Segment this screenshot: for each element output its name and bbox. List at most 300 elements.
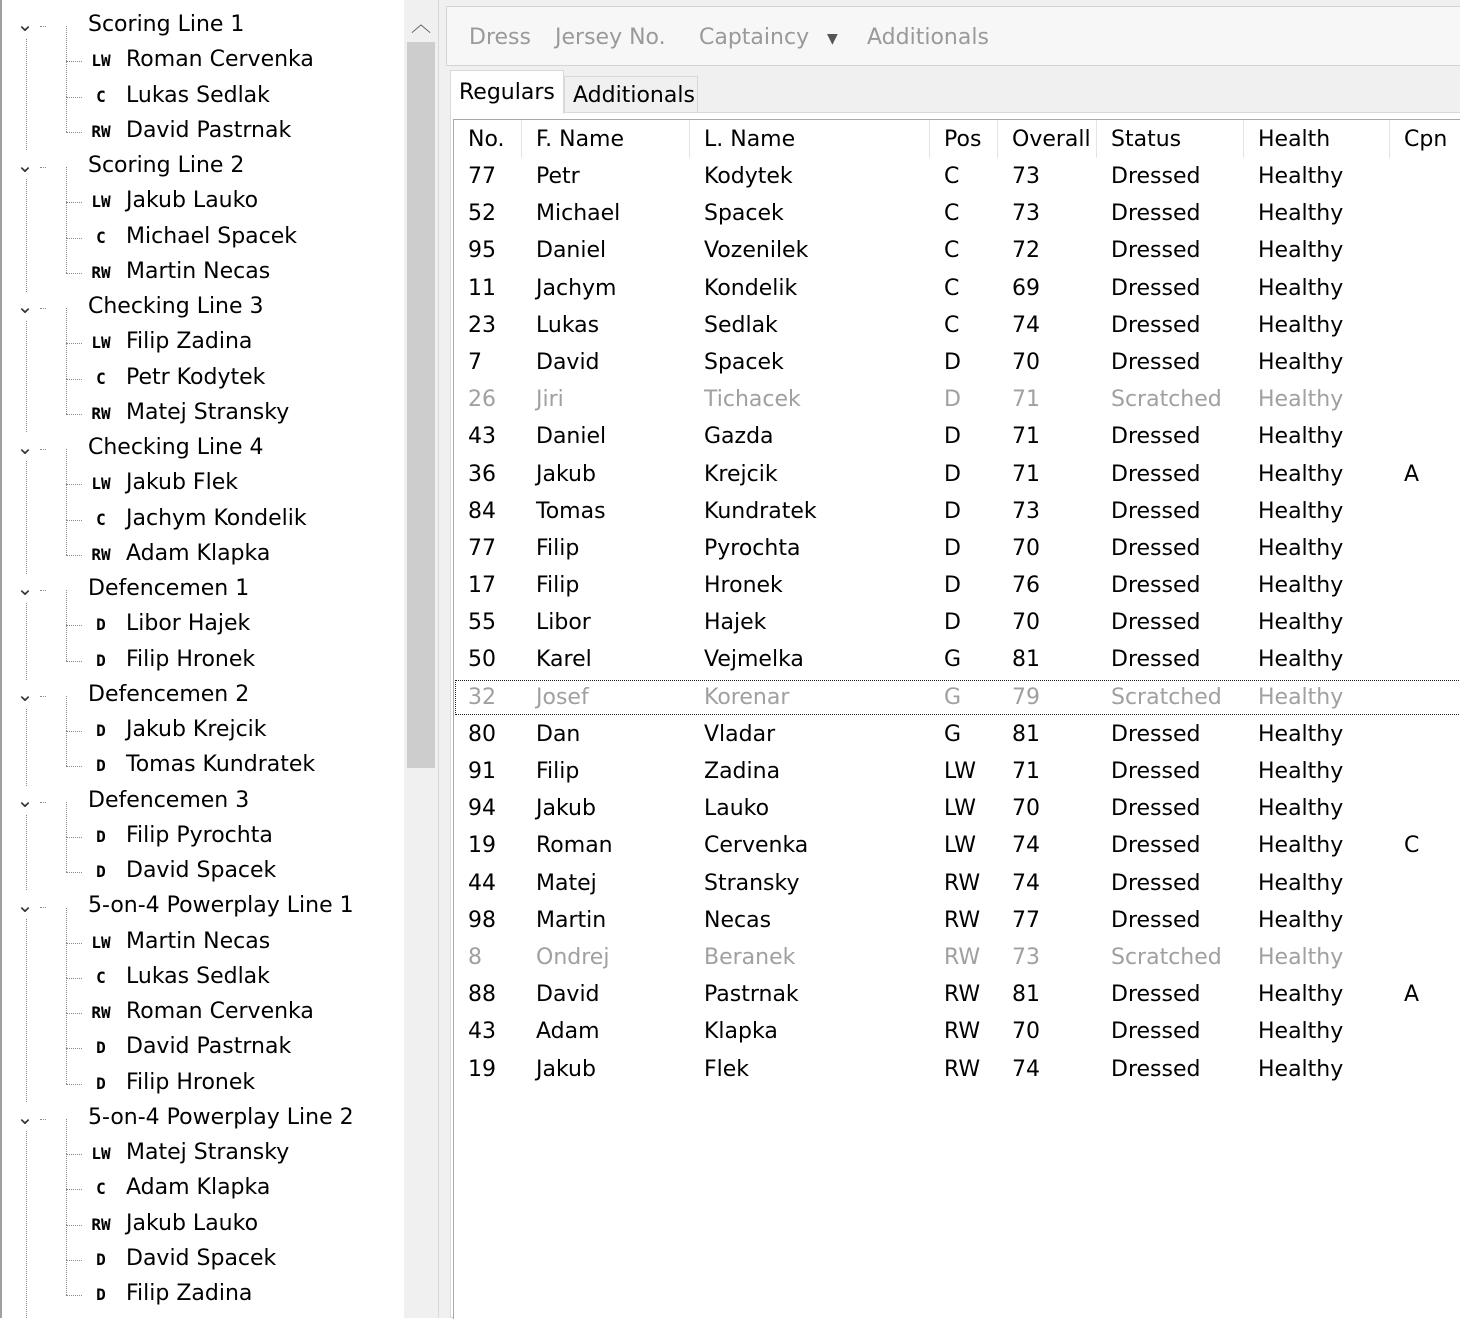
cell-last-name: Flek [704,1056,750,1082]
cell-no: 77 [468,535,496,561]
chevron-down-icon[interactable]: ⌄ [14,151,36,179]
tree-connector [40,449,46,450]
player-name: David Spacek [126,1245,277,1271]
cell-first-name: Jiri [536,387,564,413]
player-name: Libor Hajek [126,611,251,637]
cell-overall: 70 [1012,1019,1040,1045]
tree-connector [66,802,67,837]
cell-health: Healthy [1258,573,1344,599]
cell-no: 52 [468,201,496,227]
cell-pos: D [944,349,961,375]
tree-player-item[interactable] [0,361,404,396]
player-name: Petr Kodytek [126,364,266,390]
cell-status: Dressed [1111,201,1201,227]
tree-connector [66,485,67,520]
tree-connector [66,62,67,97]
caret-down-icon[interactable]: ▼ [827,31,838,47]
cell-pos: RW [944,982,981,1008]
cell-pos: C [944,238,960,264]
tree-player-item[interactable] [0,1030,404,1065]
player-name: Matej Stransky [126,399,290,425]
table-row[interactable] [454,307,1460,344]
position-tag: D [82,748,120,784]
tree-group[interactable] [0,431,404,466]
table-row[interactable] [454,195,1460,232]
cell-no: 95 [468,238,496,264]
cell-status: Dressed [1111,535,1201,561]
cell-overall: 74 [1012,1056,1040,1082]
tree-connector [66,520,67,555]
cell-pos: D [944,535,961,561]
tree-connector [40,590,46,591]
cell-status: Dressed [1111,982,1201,1008]
position-tag: D [82,643,120,679]
cell-no: 88 [468,982,496,1008]
cell-health: Healthy [1258,796,1344,822]
cell-first-name: Lukas [536,312,600,338]
position-tag: RW [82,396,120,432]
position-tag: RW [82,1207,120,1243]
tree-group[interactable] [0,678,404,713]
position-tag: RW [82,114,120,150]
cell-overall: 71 [1012,387,1040,413]
tree-player-item[interactable] [0,466,404,501]
cell-overall: 72 [1012,238,1040,264]
grid-header [454,120,1460,158]
table-row[interactable] [454,902,1460,939]
position-tag: D [82,1030,120,1066]
cell-first-name: Petr [536,164,580,189]
cell-last-name: Sedlak [704,312,778,338]
cell-status: Scratched [1111,944,1222,970]
table-row[interactable] [454,865,1460,902]
cell-last-name: Gazda [704,424,774,450]
cell-first-name: Roman [536,833,613,859]
cell-overall: 81 [1012,721,1040,747]
cell-first-name: Daniel [536,238,607,264]
position-tag: C [82,220,120,256]
cell-health: Healthy [1258,1019,1344,1045]
table-row[interactable] [454,456,1460,493]
cell-pos: LW [944,759,976,784]
cell-no: 84 [468,498,496,524]
table-row[interactable] [454,753,1460,790]
tree-group-label: 5-on-4 Powerplay Line 1 [88,893,354,919]
roster-panel [444,0,1460,1318]
cell-no: 36 [468,461,496,487]
cell-first-name: Adam [536,1019,600,1045]
cell-overall: 73 [1012,498,1040,524]
chevron-up-icon[interactable]: ︿ [411,12,431,36]
tree-player-item[interactable] [0,960,404,995]
cell-status: Dressed [1111,907,1201,933]
cell-no: 11 [468,275,496,301]
cell-pos: RW [944,1019,981,1045]
roster-grid-frame [450,112,1460,1318]
tab-regulars[interactable]: Regulars [450,70,564,114]
cell-first-name: Dan [536,721,581,747]
cell-pos: RW [944,944,981,970]
cell-no: 91 [468,759,496,784]
tree-connector [66,696,67,731]
cell-overall: 70 [1012,610,1040,636]
tree-player-item[interactable] [0,643,404,678]
player-name: David Pastrnak [126,1034,292,1060]
cell-pos: D [944,387,961,413]
player-name: Filip Pyrochta [126,822,273,848]
chevron-down-icon[interactable]: ⌄ [14,433,36,461]
player-name: Jakub Lauko [126,1210,259,1236]
cell-status: Dressed [1111,573,1201,599]
player-name: Filip Hronek [126,1069,256,1095]
table-row[interactable] [454,827,1460,864]
cell-no: 55 [468,610,496,636]
cell-no: 23 [468,312,496,338]
cell-last-name: Vejmelka [704,647,804,673]
cell-first-name: Jakub [536,461,596,487]
table-row[interactable] [454,493,1460,530]
cell-last-name: Spacek [704,349,784,375]
table-row[interactable] [454,604,1460,641]
position-tag: D [82,1242,120,1278]
tree-connector [40,907,46,908]
tree-group-label: 5-on-4 Powerplay Line 2 [88,1104,354,1130]
cell-cpn: C [1404,833,1420,859]
chevron-down-icon[interactable]: ⌄ [14,786,36,814]
tree-player-item[interactable] [0,255,404,290]
cell-pos: C [944,312,960,338]
cell-health: Healthy [1258,535,1344,561]
cell-pos: LW [944,796,976,822]
chevron-down-icon[interactable]: ⌄ [14,292,36,320]
cell-overall: 74 [1012,833,1040,859]
tree-player-item[interactable] [0,325,404,360]
cell-health: Healthy [1258,349,1344,375]
grid-rows [454,158,1460,1088]
tab-strip [446,70,1460,114]
player-name: Filip Zadina [126,1281,253,1306]
tree-connector [66,97,67,132]
table-row[interactable] [454,344,1460,381]
cell-first-name: Matej [536,870,597,896]
cell-status: Dressed [1111,312,1201,338]
tree-player-item[interactable] [0,43,404,78]
tree-group[interactable] [0,290,404,325]
cell-first-name: Jakub [536,796,596,822]
tree-player-item[interactable] [0,79,404,114]
table-row[interactable] [454,939,1460,976]
cell-first-name: Libor [536,610,591,636]
tree-scrollbar-thumb[interactable] [407,42,435,768]
tree-scrollbar[interactable] [404,0,438,1318]
tree-player-item[interactable] [0,220,404,255]
cell-last-name: Vozenilek [704,238,809,264]
cell-no: 94 [468,796,496,822]
tree-connector [66,203,67,238]
cell-overall: 70 [1012,349,1040,375]
tree-group[interactable] [0,784,404,819]
cell-no: 50 [468,647,496,673]
cell-no: 43 [468,424,496,450]
position-tag: C [82,502,120,538]
tree-player-item[interactable] [0,114,404,149]
tree-connector [66,837,67,872]
player-name: Tomas Kundratek [126,752,316,778]
tree-player-item[interactable] [0,502,404,537]
cell-cpn: A [1404,461,1420,487]
lines-tree[interactable] [0,0,438,1318]
cell-health: Healthy [1258,312,1344,338]
tree-player-item[interactable] [0,1277,404,1312]
tree-group-label: Checking Line 3 [88,294,264,319]
cell-overall: 77 [1012,907,1040,933]
tree-player-item[interactable] [0,1242,404,1277]
tree-connector [66,978,67,1013]
player-name: David Spacek [126,858,277,883]
cell-first-name: Tomas [536,498,606,524]
tree-group-label: Defencemen 1 [88,576,250,601]
tree-group-label: Defencemen 3 [88,787,250,813]
position-tag: C [82,960,120,996]
roster-grid[interactable] [453,119,1460,1319]
cell-last-name: Lauko [704,796,770,822]
chevron-down-icon[interactable]: ⌄ [14,680,36,708]
cell-status: Dressed [1111,1056,1201,1082]
cell-last-name: Vladar [704,721,776,747]
player-name: Filip Hronek [126,646,256,672]
column-header-pos[interactable]: Pos [930,120,998,158]
tree-connector [66,167,67,202]
tree-group-label: Scoring Line 1 [88,12,245,37]
tree-connector [40,26,46,27]
table-row[interactable] [454,679,1460,716]
tree-connector [40,308,46,309]
cell-last-name: Beranek [704,944,796,970]
player-name: Michael Spacek [126,223,298,249]
tree-connector [40,167,46,168]
captaincy-button[interactable]: Captaincy [699,25,810,50]
player-name: Lukas Sedlak [126,82,270,108]
tree-player-item[interactable] [0,1136,404,1171]
column-header-last-name[interactable]: L. Name [690,120,930,158]
position-tag: D [82,1277,120,1313]
cell-health: Healthy [1258,275,1344,301]
cell-status: Dressed [1111,349,1201,375]
tree-player-item[interactable] [0,995,404,1030]
cell-last-name: Kondelik [704,275,798,301]
chevron-down-icon[interactable]: ⌄ [14,1103,36,1131]
column-header-overall[interactable]: Overall [998,120,1097,158]
table-row[interactable] [454,270,1460,307]
position-tag: RW [82,537,120,573]
table-row[interactable] [454,976,1460,1013]
cell-health: Healthy [1258,684,1344,710]
cell-first-name: Michael [536,201,621,227]
cell-health: Healthy [1258,721,1344,747]
tree-player-item[interactable] [0,1066,404,1101]
cell-overall: 79 [1012,684,1040,710]
tree-group[interactable] [0,8,404,43]
cell-pos: LW [944,833,976,859]
chevron-down-icon[interactable]: ⌄ [14,891,36,919]
cell-overall: 76 [1012,573,1040,599]
table-row[interactable] [454,641,1460,678]
cell-last-name: Krejcik [704,461,778,487]
cell-first-name: Filip [536,759,580,784]
cell-overall: 73 [1012,201,1040,227]
cell-health: Healthy [1258,238,1344,264]
table-row[interactable] [454,381,1460,418]
tree-player-item[interactable] [0,925,404,960]
cell-last-name: Necas [704,907,772,933]
cell-first-name: Daniel [536,424,607,450]
cell-pos: D [944,498,961,524]
table-row[interactable] [454,418,1460,455]
player-name: Jakub Krejcik [126,717,267,742]
cell-status: Dressed [1111,164,1201,189]
cell-overall: 71 [1012,461,1040,487]
column-header-status[interactable]: Status [1097,120,1244,158]
table-row[interactable] [454,1013,1460,1050]
tree-connector [66,908,67,943]
tree-player-item[interactable] [0,184,404,219]
tree-player-item[interactable] [0,854,404,889]
position-tag: LW [82,325,120,361]
position-tag: C [82,1171,120,1207]
cell-pos: G [944,684,962,710]
tab-additionals[interactable]: Additionals [564,76,698,114]
tree-connector [66,943,67,978]
position-tag: RW [82,995,120,1031]
cell-last-name: Zadina [704,759,781,784]
player-name: Jachym Kondelik [126,505,307,531]
cell-status: Dressed [1111,238,1201,264]
additionals-button[interactable]: Additionals [867,25,989,50]
cell-overall: 74 [1012,870,1040,896]
cell-overall: 81 [1012,982,1040,1008]
position-tag: LW [82,466,120,502]
chevron-down-icon[interactable]: ⌄ [14,10,36,38]
tree-connector [66,590,67,625]
cell-last-name: Spacek [704,201,784,227]
tree-player-item[interactable] [0,607,404,642]
cell-no: 7 [468,349,482,375]
cell-no: 77 [468,164,496,189]
tree-player-item[interactable] [0,396,404,431]
tree-connector [66,344,67,379]
column-header-health[interactable]: Health [1244,120,1390,158]
cell-pos: C [944,164,960,189]
table-row[interactable] [454,530,1460,567]
cell-overall: 74 [1012,312,1040,338]
tree-group[interactable] [0,572,404,607]
cell-overall: 73 [1012,944,1040,970]
position-tag: D [82,1066,120,1102]
cell-health: Healthy [1258,944,1344,970]
tree-player-item[interactable] [0,819,404,854]
tree-group[interactable] [0,149,404,184]
cell-health: Healthy [1258,759,1344,784]
table-row[interactable] [454,716,1460,753]
tree-connector [66,1013,67,1048]
column-header-cpn[interactable]: Cpn [1390,120,1460,158]
tree-player-item[interactable] [0,748,404,783]
cell-status: Dressed [1111,870,1201,896]
cell-health: Healthy [1258,498,1344,524]
chevron-down-icon[interactable]: ⌄ [14,574,36,602]
position-tag: LW [82,43,120,79]
cell-pos: D [944,573,961,599]
cell-overall: 81 [1012,647,1040,673]
cell-status: Scratched [1111,387,1222,413]
tree-connector [66,1119,67,1154]
cell-health: Healthy [1258,610,1344,636]
tree-group[interactable] [0,1101,404,1136]
cell-last-name: Cervenka [704,833,809,859]
tree-connector [40,696,46,697]
tree-connector [40,802,46,803]
cell-last-name: Pastrnak [704,982,799,1008]
cell-first-name: Karel [536,647,592,673]
column-header-no[interactable]: No. [454,120,522,158]
cell-last-name: Pyrochta [704,535,801,561]
cell-first-name: David [536,982,600,1008]
cell-status: Dressed [1111,461,1201,487]
tree-connector [66,1260,67,1295]
cell-no: 19 [468,833,496,859]
cell-first-name: Filip [536,573,580,599]
player-name: Roman Cervenka [126,47,314,73]
cell-overall: 70 [1012,796,1040,822]
tree-player-item[interactable] [0,537,404,572]
tree-rows [0,8,404,1312]
cell-health: Healthy [1258,982,1344,1008]
player-name: Roman Cervenka [126,999,314,1024]
cell-first-name: Jakub [536,1056,596,1082]
cell-health: Healthy [1258,833,1344,859]
cell-no: 19 [468,1056,496,1082]
cell-overall: 70 [1012,535,1040,561]
cell-last-name: Hronek [704,573,783,599]
table-row[interactable] [454,158,1460,195]
tree-player-item[interactable] [0,1171,404,1206]
table-row[interactable] [454,790,1460,827]
table-row[interactable] [454,567,1460,604]
jersey-number-button[interactable]: Jersey No. [555,25,666,50]
column-header-first-name[interactable]: F. Name [522,120,690,158]
tree-group[interactable] [0,889,404,924]
cell-pos: D [944,461,961,487]
cell-first-name: Martin [536,907,607,933]
position-tag: C [82,79,120,115]
cell-first-name: Josef [536,684,589,710]
table-row[interactable] [454,232,1460,269]
cell-pos: RW [944,870,981,896]
cell-status: Dressed [1111,647,1201,673]
tree-player-item[interactable] [0,1207,404,1242]
position-tag: D [82,819,120,855]
player-name: David Pastrnak [126,117,292,143]
player-name: Lukas Sedlak [126,963,270,989]
dress-button[interactable]: Dress [469,25,531,50]
cell-health: Healthy [1258,647,1344,673]
table-row[interactable] [454,1051,1460,1088]
cell-health: Healthy [1258,461,1344,487]
cell-last-name: Klapka [704,1019,778,1045]
tree-player-item[interactable] [0,713,404,748]
cell-status: Scratched [1111,684,1222,710]
cell-pos: D [944,610,961,636]
